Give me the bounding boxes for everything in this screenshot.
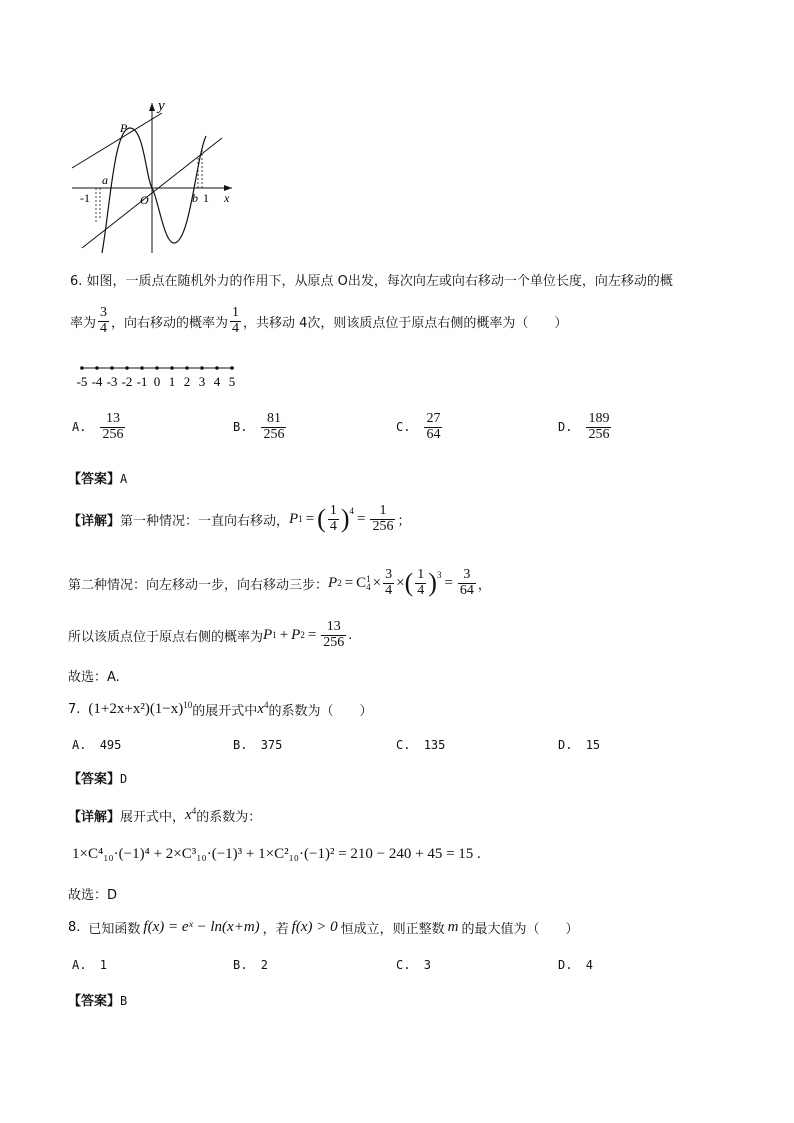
numberline-label: -1 xyxy=(136,374,148,389)
numberline-dot xyxy=(185,366,189,370)
option-a[interactable]: A. $\frac{13}{256}$ xyxy=(72,411,124,442)
option-d[interactable]: D. 15 xyxy=(558,738,601,752)
label-b: b xyxy=(192,191,198,205)
q6-answer: 【答案】A xyxy=(68,472,128,487)
q7-stem: 7. (1+2x+x²)(1−x) $^{10}$ 的展开式中 x $^4$ 的系数为（ ） xyxy=(68,700,373,719)
q6-conclusion: 故选：A. xyxy=(68,670,120,685)
q7-calc: 1×C⁴₁₀·(−1)⁴ + 2×C³₁₀·(−1)³ + 1×C²₁₀·(−1)² = 210 − 240 + 45 = 15 . xyxy=(72,846,481,862)
numberline-label: 4 xyxy=(213,374,221,389)
label-1: 1 xyxy=(203,191,209,205)
option-c[interactable]: C. 135 xyxy=(396,738,446,752)
option-b[interactable]: B. 375 xyxy=(233,738,283,752)
numberline-dot xyxy=(125,366,129,370)
option-c[interactable]: C. 3 xyxy=(396,958,431,972)
numberline-dot xyxy=(200,366,204,370)
label-y: y xyxy=(158,98,165,114)
numberline-label: -2 xyxy=(121,374,133,389)
q6-line2-mid: ，向右移动的概率为 xyxy=(111,315,229,331)
label-neg1: -1 xyxy=(80,191,90,205)
option-b[interactable]: B. 2 xyxy=(233,958,268,972)
numberline-label: -4 xyxy=(91,374,103,389)
numberline-label: 5 xyxy=(228,374,236,389)
q6-line1: 6. 如图，一质点在随机外力的作用下，从原点 O出发，每次向左或向右移动一个单位长度，向左移动的概 xyxy=(70,274,673,289)
numberline-label: 1 xyxy=(168,374,176,389)
label-x: x xyxy=(224,191,230,205)
option-b[interactable]: B. $\frac{81}{256}$ xyxy=(233,411,285,442)
q7-answer: 【答案】D xyxy=(68,772,128,787)
numberline-dot xyxy=(110,366,114,370)
q7-conclusion: 故选：D xyxy=(68,888,118,903)
q8-answer: 【答案】B xyxy=(68,994,128,1009)
q7-detail: 【详解】 展开式中， x $^4$ 的系数为： xyxy=(68,806,262,825)
number-line xyxy=(70,362,250,394)
q6-line2-pre: 率为 xyxy=(70,315,97,331)
option-d[interactable]: D. $\frac{189}{256}$ xyxy=(558,411,610,442)
numberline-label: 0 xyxy=(153,374,161,389)
numberline-dot xyxy=(230,366,234,370)
numberline-dot xyxy=(155,366,159,370)
numberline-label: 2 xyxy=(183,374,191,389)
q6-detail3: 所以该质点位于原点右侧的概率为 P 1 + P 2 = $\frac{13}{256}$ . xyxy=(68,619,353,650)
option-a[interactable]: A. 495 xyxy=(72,738,122,752)
numberline-dot xyxy=(170,366,174,370)
q6-detail1: 【详解】 第一种情况：一直向右移动， P 1 = ( $\frac{1}{4}$ ) $^4$ = $\frac{1}{256}$ ； xyxy=(68,503,411,534)
numberline-label: -5 xyxy=(76,374,88,389)
numberline-dot xyxy=(80,366,84,370)
option-a[interactable]: A. 1 xyxy=(72,958,107,972)
q8-stem: 8. 已知函数 f(x) = eˣ − ln(x+m) ，若 f(x) > 0 恒成立，则正整数 m 的最大值为（ ） xyxy=(68,919,579,937)
numberline-label: -3 xyxy=(106,374,118,389)
option-c[interactable]: C. $\frac{27}{64}$ xyxy=(396,411,441,442)
label-a: a xyxy=(102,173,108,187)
q6-frac-right: $\frac{1}{4}$ xyxy=(232,305,240,336)
label-O: O xyxy=(140,193,149,207)
label-P: P xyxy=(120,121,128,135)
numberline-dot xyxy=(140,366,144,370)
q6-detail2: 第二种情况：向左移动一步，向右移动三步： P 2 = C 1 4 × $\frac{3}{4}$ × ( $\frac{1}{4}$ ) $^3$ = $\frac{3}{64}$ ， xyxy=(68,567,491,598)
q6-frac-left: $\frac{3}{4}$ xyxy=(100,305,108,336)
numberline-label: 3 xyxy=(198,374,206,389)
q6-line2-post: ，共移动 4次，则该质点位于原点右侧的概率为（ ） xyxy=(243,315,568,331)
numberline-dot xyxy=(215,366,219,370)
function-graph xyxy=(62,98,242,258)
numberline-dot xyxy=(95,366,99,370)
option-d[interactable]: D. 4 xyxy=(558,958,593,972)
q6-line2 xyxy=(70,306,567,336)
